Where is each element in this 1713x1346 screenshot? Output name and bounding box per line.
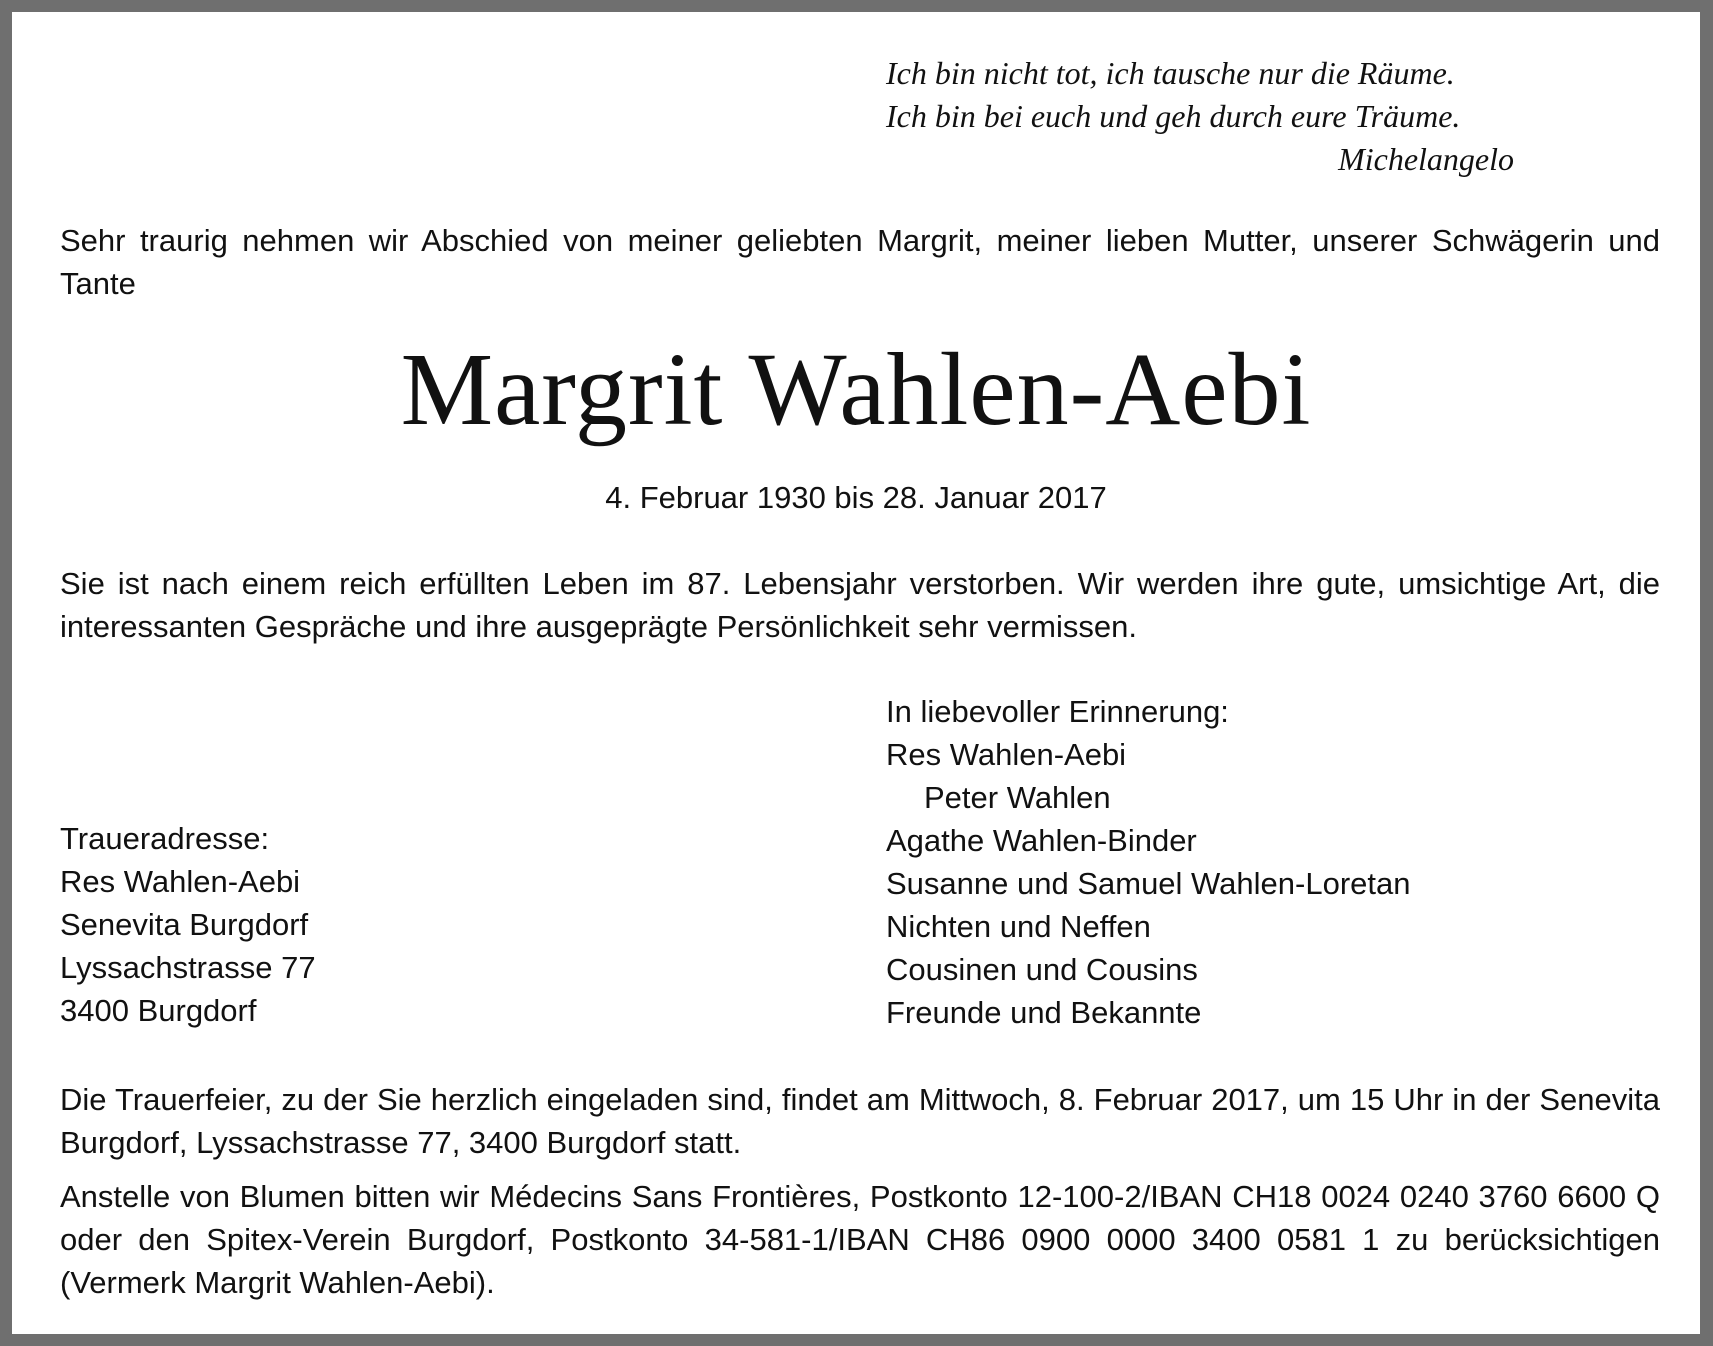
quote-line-2: Ich bin bei euch und geh durch eure Träume. [886,98,1461,134]
family-member: Nichten und Neffen [886,909,1151,944]
mourning-address [60,817,660,1032]
obituary-page [12,12,1700,1334]
address-line: Res Wahlen-Aebi [60,864,301,899]
address-line: Senevita Burgdorf [60,907,309,942]
family-member: Susanne und Samuel Wahlen-Loretan [886,866,1411,901]
family-member: Cousinen und Cousins [886,952,1198,987]
donation-text: Anstelle von Blumen bitten wir Médecins Sans Frontières, Postkonto 12-100-2/IBAN CH18 0024 0240 3760 6600 Q oder den Spitex-Verein Burgdorf, Postkonto 34-581-1/IBAN CH86 0900 0000 3400 0581 1 zu berücksichtigen (Vermerk Margrit Wahlen-Aebi). [60,1179,1660,1300]
family-member: Agathe Wahlen-Binder [886,823,1197,858]
address-line: 3400 Burgdorf [60,993,257,1028]
family-heading: In liebevoller Erinnerung: [886,694,1229,729]
address-line: Lyssachstrasse 77 [60,950,316,985]
life-dates: 4. Februar 1930 bis 28. Januar 2017 [605,480,1107,515]
family-member: Res Wahlen-Aebi [886,737,1127,772]
address-heading: Traueradresse: [60,821,270,856]
intro-text: Sehr traurig nehmen wir Abschied von meiner geliebten Margrit, meiner lieben Mutter, unserer Schwägerin und Tante [60,223,1660,301]
quote-line-1: Ich bin nicht tot, ich tausche nur die Räume. [886,55,1455,91]
ceremony-text: Die Trauerfeier, zu der Sie herzlich eingeladen sind, findet am Mittwoch, 8. Februar 2017, um 15 Uhr in der Senevita Burgdorf, Lyssachstrasse 77, 3400 Burgdorf statt. [60,1082,1660,1160]
deceased-name: Margrit Wahlen-Aebi [400,332,1312,447]
quote-author: Michelangelo [1338,141,1514,177]
family-member: Freunde und Bekannte [886,995,1202,1030]
tribute-text: Sie ist nach einem reich erfüllten Leben im 87. Lebensjahr verstorben. Wir werden ihre gute, umsichtige Art, die interessanten Gespräche und ihre ausgeprägte Persönlichkeit sehr vermissen. [60,566,1660,644]
family-list [886,690,1666,1034]
epigraph-quote [886,52,1526,181]
family-member: Peter Wahlen [924,780,1111,815]
